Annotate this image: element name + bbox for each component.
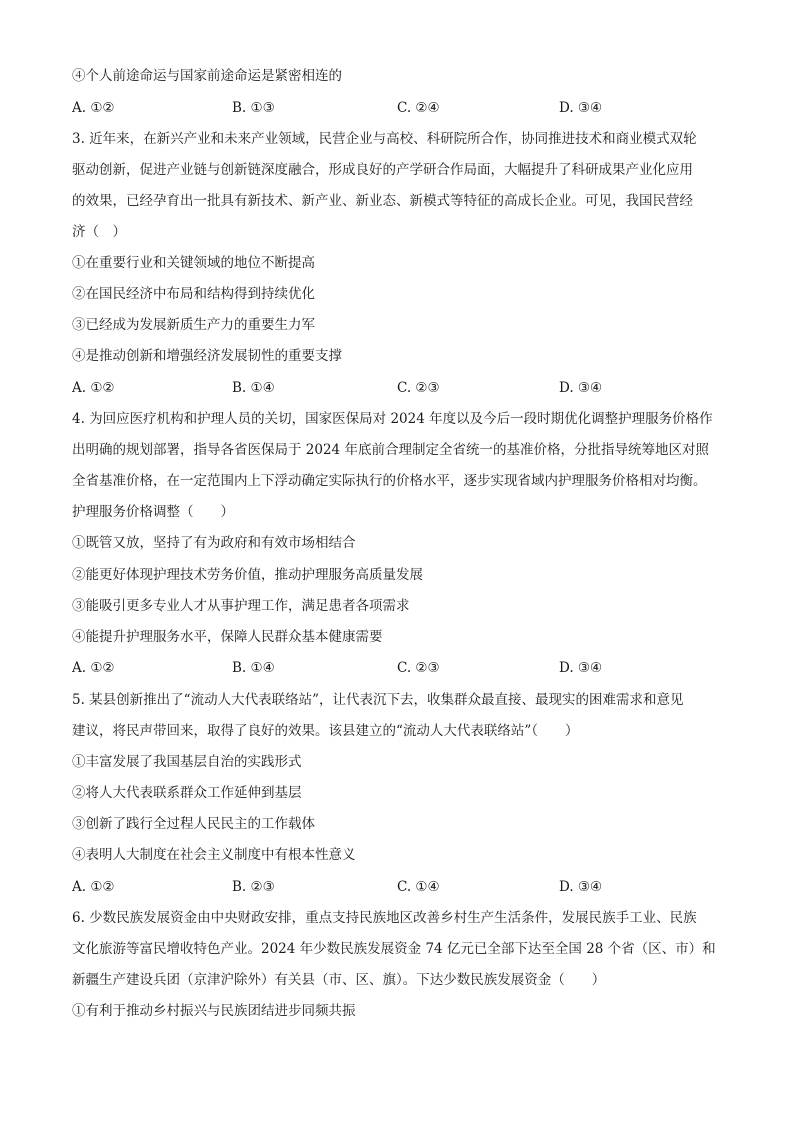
q5-option-c: C. ①④ <box>397 879 440 895</box>
q4-statement-4: ④能提升护理服务水平，保障人民群众基本健康需要 <box>72 629 383 645</box>
q2-option-c: C. ②④ <box>397 100 440 116</box>
q3-stem-line-2: 驱动创新，促进产业链与创新链深度融合，形成良好的产学研合作局面，大幅提升了科研成果产业化应用 <box>72 162 693 178</box>
q4-stem-line-2: 出明确的规划部署，指导各省医保局于 2024 年底前合理制定全省统一的基准价格，分批指导统筹地区对照 <box>72 442 709 458</box>
q3-stem-line-1: 3. 近年来，在新兴产业和未来产业领域，民营企业与高校、科研院所合作，协同推进技术和商业模式双轮 <box>72 131 697 147</box>
q3-option-c: C. ②③ <box>397 380 440 396</box>
q2-options <box>72 98 732 118</box>
q4-option-c: C. ②③ <box>397 660 440 676</box>
q3-statement-2: ②在国民经济中布局和结构得到持续优化 <box>72 286 315 302</box>
q5-statement-4: ④表明人大制度在社会主义制度中有根本性意义 <box>72 847 356 863</box>
q6-statement-1: ①有利于推动乡村振兴与民族团结进步同频共振 <box>72 1003 356 1019</box>
q4-stem-line-1: 4. 为回应医疗机构和护理人员的关切，国家医保局对 2024 年度以及今后一段时期优化调整护理服务价格作 <box>72 411 713 427</box>
q2-statement-4: ④个人前途命运与国家前途命运是紧密相连的 <box>72 68 342 84</box>
q5-stem-line-2: 建议，将民声带回来，取得了良好的效果。该县建立的“流动人大代表联络站”（ ） <box>72 723 579 739</box>
q6-stem-line-3: 新疆生产建设兵团（京津沪除外）有关县（市、区、旗）。下达少数民族发展资金（ ） <box>72 972 606 988</box>
q3-option-d: D. ③④ <box>559 380 603 396</box>
q3-statement-3: ③已经成为发展新质生产力的重要生力军 <box>72 317 315 333</box>
q3-statement-1: ①在重要行业和关键领域的地位不断提高 <box>72 255 315 271</box>
q5-statement-2: ②将人大代表联系群众工作延伸到基层 <box>72 785 302 801</box>
q5-statement-3: ③创新了践行全过程人民民主的工作载体 <box>72 816 315 832</box>
q3-stem-line-4: 济（ ） <box>72 224 126 240</box>
q2-option-a: A. ①② <box>72 100 115 116</box>
q5-stem-line-1: 5. 某县创新推出了“流动人大代表联络站”，让代表沉下去，收集群众最直接、最现实的困难需求和意见 <box>72 692 684 708</box>
q4-option-a: A. ①② <box>72 660 115 676</box>
q5-options <box>72 877 732 897</box>
q4-options <box>72 658 732 678</box>
q4-statement-1: ①既管又放，坚持了有为政府和有效市场相结合 <box>72 535 356 551</box>
q6-stem-line-2: 文化旅游等富民增收特色产业。2024 年少数民族发展资金 74 亿元已全部下达至全国 28 个省（区、市）和 <box>72 941 716 957</box>
q3-statement-4: ④是推动创新和增强经济发展韧性的重要支撑 <box>72 348 342 364</box>
q5-statement-1: ①丰富发展了我国基层自治的实践形式 <box>72 754 302 770</box>
q3-options <box>72 378 732 398</box>
q4-stem-line-3: 全省基准价格，在一定范围内上下浮动确定实际执行的价格水平，逐步实现省域内护理服务价格相对均衡。 <box>72 473 707 489</box>
q6-stem-line-1: 6. 少数民族发展资金由中央财政安排，重点支持民族地区改善乡村生产生活条件，发展民族手工业、民族 <box>72 910 697 926</box>
q4-statement-2: ②能更好体现护理技术劳务价值，推动护理服务高质量发展 <box>72 567 423 583</box>
q5-option-a: A. ①② <box>72 879 115 895</box>
q5-option-d: D. ③④ <box>559 879 603 895</box>
q4-stem-line-4: 护理服务价格调整（ ） <box>72 504 234 520</box>
q2-option-d: D. ③④ <box>559 100 603 116</box>
q2-option-b: B. ①③ <box>232 100 275 116</box>
q3-option-a: A. ①② <box>72 380 115 396</box>
q5-option-b: B. ②③ <box>232 879 275 895</box>
q4-option-b: B. ①④ <box>232 660 275 676</box>
q4-option-d: D. ③④ <box>559 660 603 676</box>
q3-option-b: B. ①④ <box>232 380 275 396</box>
q3-stem-line-3: 的效果，已经孕育出一批具有新技术、新产业、新业态、新模式等特征的高成长企业。可见，我国民营经 <box>72 193 693 209</box>
q4-statement-3: ③能吸引更多专业人才从事护理工作，满足患者各项需求 <box>72 598 410 614</box>
